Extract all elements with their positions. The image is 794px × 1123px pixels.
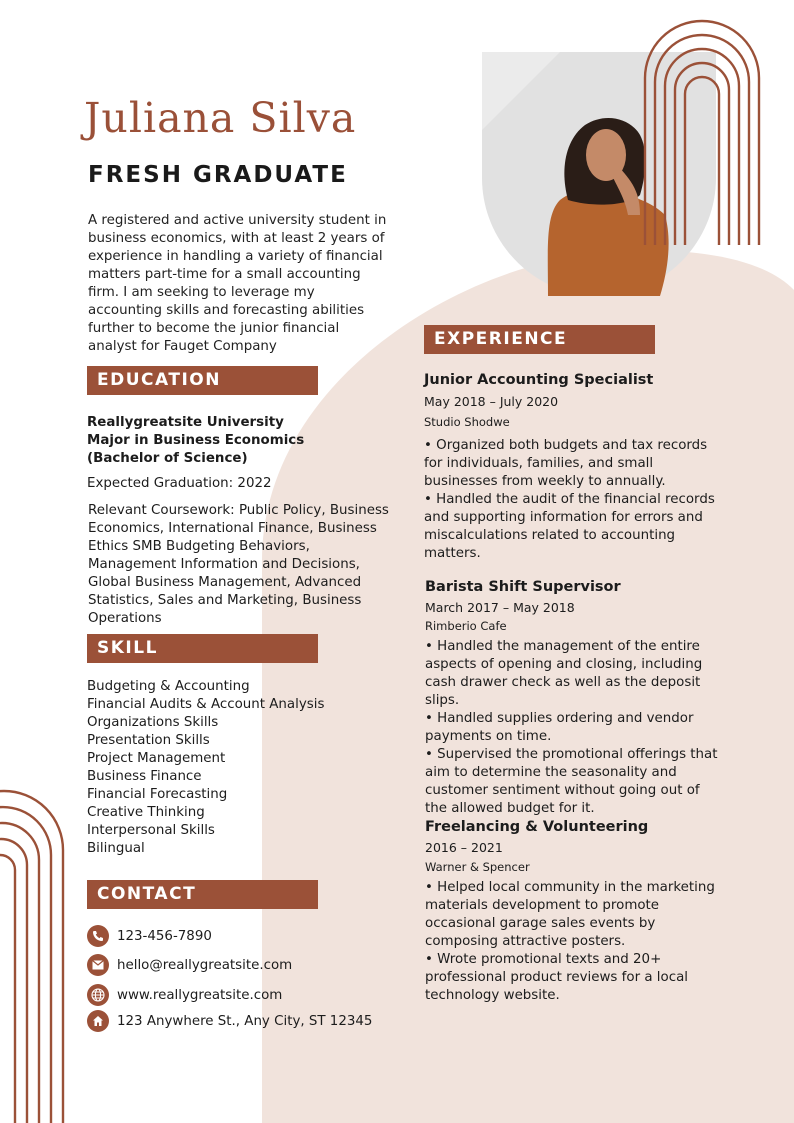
skill-list (87, 678, 324, 858)
skill-item: Interpersonal Skills (87, 823, 215, 838)
graduation-date: Expected Graduation: 2022 (87, 476, 272, 491)
job-dates: 2016 – 2021 (425, 840, 503, 855)
job-entry (424, 372, 724, 563)
skill-item: Creative Thinking (87, 805, 205, 820)
skill-item: Project Management (87, 751, 226, 766)
job-company: Warner & Spencer (425, 860, 530, 874)
job-title: Junior Accounting Specialist (424, 372, 654, 388)
job-bullet: • Handled the management of the entire aspects of opening and closing, including cash drawer check as well as the deposit slips. (425, 639, 703, 708)
job-bullet: • Handled supplies ordering and vendor payments on time. (425, 711, 694, 744)
relevant-coursework: Relevant Coursework: Public Policy, Business Economics, International Finance, Business Ethics SMB Budgeting Behaviors, Management Information and Decisions, Global Business Management, Advanced Statistics, Sales and Marketing, Business Operations (88, 503, 389, 626)
job-dates: May 2018 – July 2020 (424, 394, 559, 409)
job-title: Freelancing & Volunteering (425, 819, 649, 835)
contact-website (87, 984, 282, 1006)
contact-phone (87, 925, 212, 947)
job-entry (425, 819, 725, 1005)
job-bullet: • Handled the audit of the financial records and supporting information for errors and miscalculations related to accounting matters. (424, 492, 715, 561)
job-bullet: • Organized both budgets and tax records for individuals, families, and small businesses from weekly to annually. (424, 438, 708, 489)
profile-summary: A registered and active university student in business economics, with at least 2 years of experience in handling a variety of financial matters part-time for a small accounting firm. I am seeking to leverage my accounting skills and forecasting abilities further to become the junior financial analyst for Fauget Company (88, 213, 387, 354)
school-name: Reallygreatsite University (87, 415, 284, 430)
job-company: Studio Shodwe (424, 415, 510, 429)
job-role-title: FRESH GRADUATE (88, 162, 348, 188)
degree-major: Major in Business Economics (87, 433, 305, 448)
skill-item: Financial Forecasting (87, 787, 228, 802)
job-bullet: • Helped local community in the marketing materials development to promote occasional garage sales events by composing attractive posters. (425, 880, 715, 949)
experience-heading: EXPERIENCE (424, 325, 655, 354)
street-address: 123 Anywhere St., Any City, ST 12345 (117, 1013, 373, 1029)
arch-lines-bottom-left (0, 791, 63, 1123)
job-entry (425, 579, 725, 818)
skill-item: Organizations Skills (87, 715, 219, 730)
mail-icon (87, 954, 109, 976)
globe-icon (87, 984, 109, 1006)
website-url[interactable]: www.reallygreatsite.com (117, 987, 283, 1003)
job-dates: March 2017 – May 2018 (425, 600, 575, 615)
email-address[interactable]: hello@reallygreatsite.com (117, 957, 293, 973)
education-heading: EDUCATION (87, 366, 318, 395)
contact-address (87, 1010, 372, 1032)
job-company: Rimberio Cafe (425, 619, 507, 633)
education-school (87, 414, 387, 468)
skill-item: Budgeting & Accounting (87, 679, 250, 694)
phone-icon (87, 925, 109, 947)
phone-number[interactable]: 123-456-7890 (117, 928, 212, 944)
skill-heading: SKILL (87, 634, 318, 663)
skill-item: Presentation Skills (87, 733, 210, 748)
skill-item: Financial Audits & Account Analysis (87, 697, 325, 712)
contact-heading: CONTACT (87, 880, 318, 909)
job-bullet: • Supervised the promotional offerings that aim to determine the seasonality and customer sentiment without going out of the allowed budget for it. (425, 747, 718, 816)
skill-item: Business Finance (87, 769, 202, 784)
job-bullet: • Wrote promotional texts and 20+ professional product reviews for a local technology website. (425, 952, 688, 1003)
degree-type: (Bachelor of Science) (87, 451, 248, 466)
profile-photo (482, 52, 716, 296)
candidate-name: Juliana Silva (84, 94, 357, 142)
skill-item: Bilingual (87, 841, 145, 856)
job-title: Barista Shift Supervisor (425, 579, 621, 595)
contact-email (87, 954, 292, 976)
home-icon (87, 1010, 109, 1032)
